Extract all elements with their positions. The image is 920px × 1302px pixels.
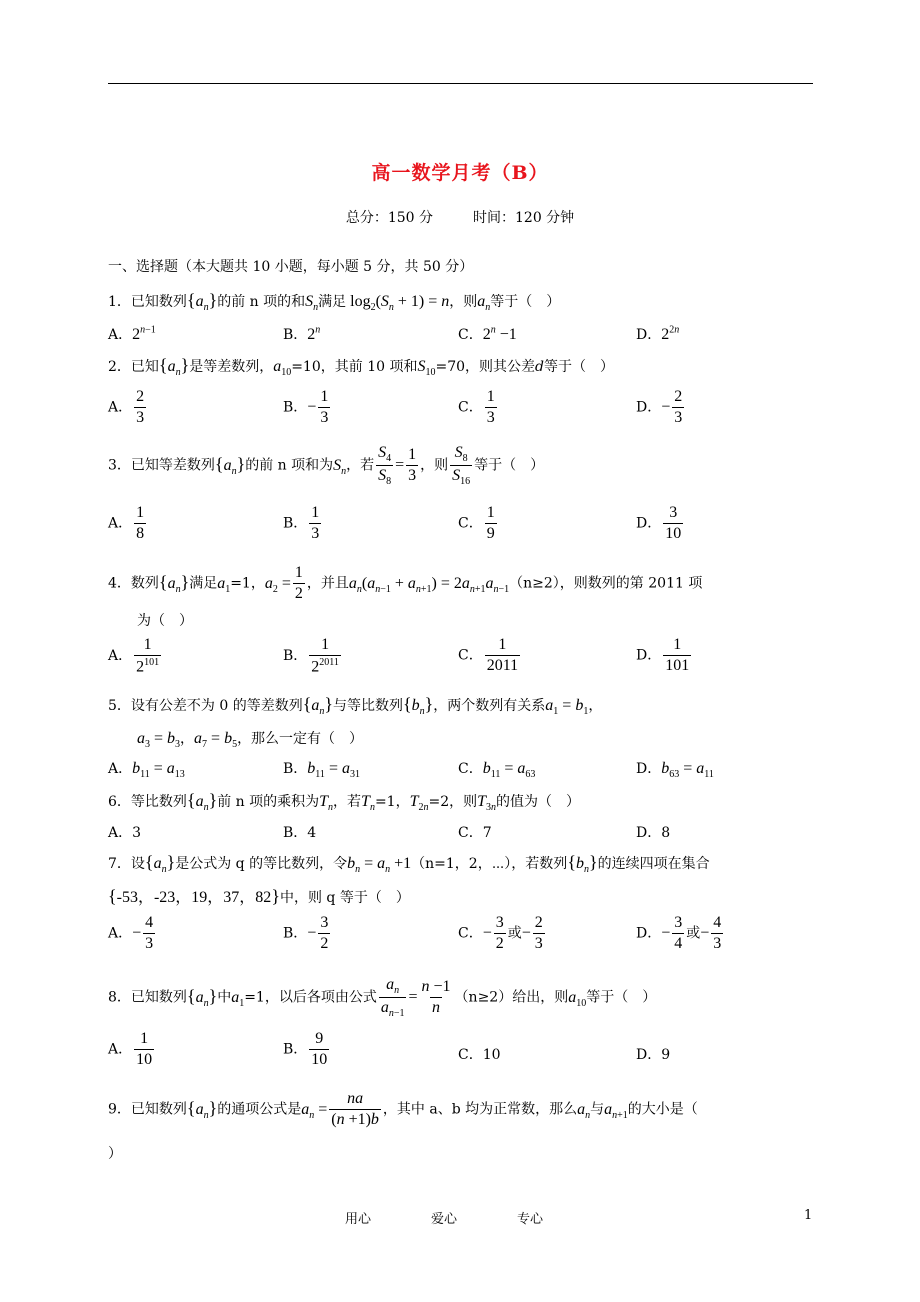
option-c[interactable]: C． $\frac{1}{9}$	[458, 504, 495, 542]
option-d[interactable]: D． $\frac{1}{101}$	[636, 636, 690, 674]
option-c[interactable]: C．$b_{11} = a_{63}$	[458, 760, 536, 781]
option-c[interactable]: C．$2^n -1$	[458, 324, 517, 343]
option-d[interactable]: D．8	[636, 825, 671, 841]
question-4-cont: 为（ ）	[137, 613, 193, 629]
option-a[interactable]: A．$2^{n-1}$	[108, 324, 156, 343]
option-a[interactable]: A． $\frac{1}{2^{101}}$	[108, 636, 160, 676]
option-a[interactable]: A． $\frac{1}{8}$	[108, 504, 145, 542]
option-d[interactable]: D．− $\frac{2}{3}$	[636, 388, 683, 426]
question-2: 2．已知$\{a_n\}$是等差数列，$a_{10}=10$，其前 10 项和$S_{10}=70$，则其公差d等于（ ）	[108, 355, 614, 379]
option-b[interactable]: B．− $\frac{1}{3}$	[283, 388, 329, 426]
page-number: 1	[804, 1208, 813, 1223]
option-d[interactable]: D． $\frac{3}{10}$	[636, 504, 682, 542]
question-9-cont: ）	[108, 1146, 122, 1162]
option-a[interactable]: A． $\frac{1}{10}$	[108, 1030, 153, 1068]
question-3: 3．已知等差数列$\{a_n\}$的前 n 项和为$S_n$，若 $\frac{S_4}{S_8}$ = $\frac{1}{3}$ ，则 $\frac{S_8}{S_{16}}$ 等于（ ）	[108, 444, 545, 488]
option-b[interactable]: B． $\frac{9}{10}$	[283, 1030, 328, 1068]
page-title: 高一数学月考（B）	[371, 162, 549, 184]
section-heading: 一、选择题（本大题共 10 小题，每小题 5 分，共 50 分）	[108, 259, 474, 275]
question-7: 7．设$\{a_n\}$是公式为 q 的等比数列，令$b_n = a_n +1(n=1$，2，⋯），若数列$\{b_n\}$的连续四项在集合	[108, 852, 710, 876]
option-d[interactable]: D．$b_{63} = a_{11}$	[636, 760, 714, 781]
option-c[interactable]: C．7	[458, 825, 492, 841]
option-d[interactable]: D．− $\frac{3}{4}$ 或− $\frac{4}{3}$	[636, 914, 722, 952]
question-6: 6．等比数列$\{a_n\}$前 n 项的乘积为$T_n$，若$T_n=1$，$T_{2n}=2$，则$T_{3n}$的值为（ ）	[108, 790, 581, 814]
question-5-cont: $a_3 = b_3$，$a_7 = b_5$，那么一定有（ ）	[137, 730, 364, 751]
question-9: 9．已知数列$\{a_n\}$的通项公式是$a_n$ = $\frac{na}{(n +1)b}$ ，其中 a、b 均为正常数，那么$a_n$与$a_{n+1}$的大小是（	[108, 1090, 698, 1128]
option-a[interactable]: A．$b_{11} = a_{13}$	[108, 760, 185, 781]
option-a[interactable]: A．− $\frac{4}{3}$	[108, 914, 154, 952]
option-c[interactable]: C． $\frac{1}{3}$	[458, 388, 495, 426]
question-1: 1．已知数列$\{a_n\}$的前 n 项的和$S_n$满足 $\log_2(S_n + 1) = n$，则$a_n$等于（ ）	[108, 290, 561, 314]
question-7-cont: {-53，-23，19，37，82}中，则 q 等于（ ）	[108, 886, 410, 906]
question-4: 4．数列$\{a_n\}$满足$a_1=1$，$a_2$ = $\frac{1}{2}$ ，并且$a_n(a_{n-1} + a_{n+1}) = 2a_{n+1}a_{n-1}(n\ge 2)$，则数列的第 2011 项	[108, 564, 703, 602]
option-b[interactable]: B．2$^n$	[283, 324, 321, 343]
option-c[interactable]: C． $\frac{1}{2011}$	[458, 636, 519, 674]
option-d[interactable]: D．$2^{2n}$	[636, 324, 680, 343]
option-b[interactable]: B．− $\frac{3}{2}$	[283, 914, 329, 952]
question-5: 5．设有公差不为 0 的等差数列$\{a_n\}$与等比数列$\{b_n\}$，两个数列有关系$a_1 = b_1$，	[108, 694, 603, 718]
option-c[interactable]: C．10	[458, 1047, 501, 1063]
total-score: 总分：150 分	[345, 210, 433, 226]
question-8: 8．已知数列$\{a_n\}$中$a_1=1$，以后各项由公式 $\frac{a_n}{a_{n-1}}$ = $\frac{n -1}{n}$ （n≥2）给出，则$a_{10}$等于（ ）	[108, 976, 657, 1020]
exam-info	[0, 207, 920, 227]
option-a[interactable]: A．3	[108, 825, 142, 841]
option-b[interactable]: B． $\frac{1}{2^{2011}}$	[283, 636, 339, 676]
option-c[interactable]: C．− $\frac{3}{2}$ 或− $\frac{2}{3}$	[458, 914, 543, 952]
option-d[interactable]: D．9	[636, 1047, 671, 1063]
footer-motto: 用心 爱心 专心	[345, 1212, 544, 1227]
option-b[interactable]: B． $\frac{1}{3}$	[283, 504, 320, 542]
option-b[interactable]: B．$b_{11} = a_{31}$	[283, 760, 360, 781]
header-rule	[108, 83, 813, 84]
time-limit: 时间：120 分钟	[473, 210, 575, 226]
option-a[interactable]: A． $\frac{2}{3}$	[108, 388, 145, 426]
option-b[interactable]: B．4	[283, 825, 317, 841]
